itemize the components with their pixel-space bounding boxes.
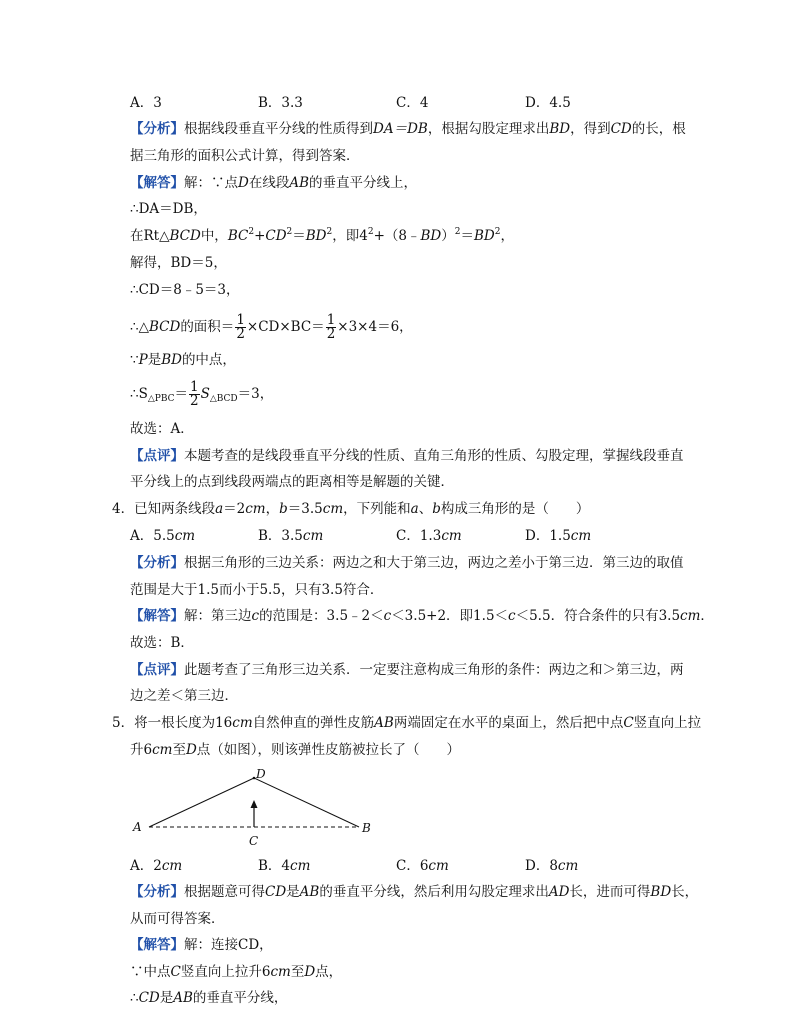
q5-stem-line2: 升6cm至D点（如图），则该弹性皮筋被拉长了（ ） [130,742,461,758]
comment-tag: 【点评】 [130,662,184,678]
q5-answer-line2: ∵中点C竖直向上拉升6cm至D点， [130,964,343,980]
q5-answer-line1: 【解答】解：连接CD， [130,937,273,953]
q4-comment-line2: 边之差＜第三边． [130,688,238,704]
q3-answer-line5: ∴CD＝8﹣5＝3， [130,282,240,298]
q5-stem-line1: 5．将一根长度为16cm自然伸直的弹性皮筋AB两端固定在水平的桌面上，然后把中点C竖直向上拉 [112,715,702,731]
q3-analysis-line1: 【分析】根据线段垂直平分线的性质得到DA＝DB，根据勾股定理求出BD，得到CD的长，根 [130,121,686,137]
q5-analysis-line1: 【分析】根据题意可得CD是AB的垂直平分线，然后利用勾股定理求出AD长，进而可得BD长， [130,884,699,900]
q3-option-d: D．4.5 [525,95,571,111]
q5-option-a: A．2cm [130,858,183,874]
q3-answer-line6: ∴△BCD的面积＝ $\frac{1}{2}$ ×CD×BC＝ $\frac{1}{2}$ ×3×4＝6， [130,312,413,342]
answer-tag: 【解答】 [130,608,184,624]
analysis-tag: 【分析】 [130,555,184,571]
q4-option-d: D．1.5cm [525,528,592,544]
q5-figure [125,762,385,852]
q4-analysis-line2: 范围是大于1.5而小于5.5，只有3.5符合． [130,582,384,598]
q3-comment-line2: 平分线上的点到线段两端点的距离相等是解题的关键． [130,474,454,490]
q3-analysis-line2: 据三角形的面积公式计算，得到答案． [130,148,360,164]
answer-tag: 【解答】 [130,175,184,191]
q5-option-c: C．6cm [396,858,449,874]
label-d: D [256,767,266,781]
q3-option-b: B．3.3 [258,95,303,111]
q5-option-b: B．4cm [258,858,311,874]
arrow-up-icon [251,800,258,808]
segment-db [254,778,359,827]
label-b: B [362,821,371,835]
q3-answer-line7: ∵P是BD的中点， [130,352,236,368]
q3-answer-line8: $\therefore S_{\triangle PBC}=$ $\frac{1}{2}$ $S_{\triangle BCD}=3$， [130,379,274,409]
q4-comment-line1: 【点评】此题考查了三角形三边关系．一定要注意构成三角形的条件：两边之和＞第三边，两 [130,662,684,678]
q3-answer-line4: 解得，BD＝5， [130,255,227,271]
fraction-half: $\frac{1}{2}$ [236,312,245,342]
q4-option-b: B．3.5cm [258,528,324,544]
q4-answer-line2: 故选：B． [130,635,194,651]
q5-option-d: D．8cm [525,858,579,874]
q3-option-c: C．4 [396,95,429,111]
q3-comment-line1: 【点评】本题考查的是线段垂直平分线的性质、直角三角形的性质、勾股定理，掌握线段垂直 [130,448,684,464]
q3-option-a: A．3 [130,95,162,111]
q4-answer-line1: 【解答】解：第三边c的范围是：3.5﹣2＜c＜3.5+2．即1.5＜c＜5.5．符合条件的只有3.5cm． [130,608,714,624]
comment-tag: 【点评】 [130,448,184,464]
answer-tag: 【解答】 [130,937,184,953]
analysis-tag: 【分析】 [130,121,184,137]
q3-answer-line9: 故选：A． [130,421,194,437]
q3-answer-line2: ∴DA＝DB， [130,201,207,217]
fraction-half: $\frac{1}{2}$ [190,379,199,409]
q4-stem: 4．已知两条线段a＝2cm，b＝3.5cm，下列能和a、b构成三角形的是（ ） [112,501,590,517]
q4-option-a: A．5.5cm [130,528,196,544]
q4-option-c: C．1.3cm [396,528,462,544]
q5-answer-line3: ∴CD是AB的垂直平分线， [130,990,288,1006]
fraction-half: $\frac{1}{2}$ [326,312,336,342]
analysis-tag: 【分析】 [130,884,184,900]
q5-analysis-line2: 从而可得答案． [130,911,225,927]
segment-ad [149,778,254,827]
label-a: A [133,820,142,834]
q3-answer-line1: 【解答】解：∵点D在线段AB的垂直平分线上， [130,175,417,191]
q4-analysis-line1: 【分析】根据三角形的三边关系：两边之和大于第三边，两边之差小于第三边．第三边的取值 [130,555,684,571]
label-c: C [249,834,259,848]
q3-answer-line3: 在Rt△BCD中，$BC^2+CD^2=BD^2$，即$4^2+(8﹣BD)^2=BD^2$， [130,227,514,244]
point-d [253,777,256,780]
